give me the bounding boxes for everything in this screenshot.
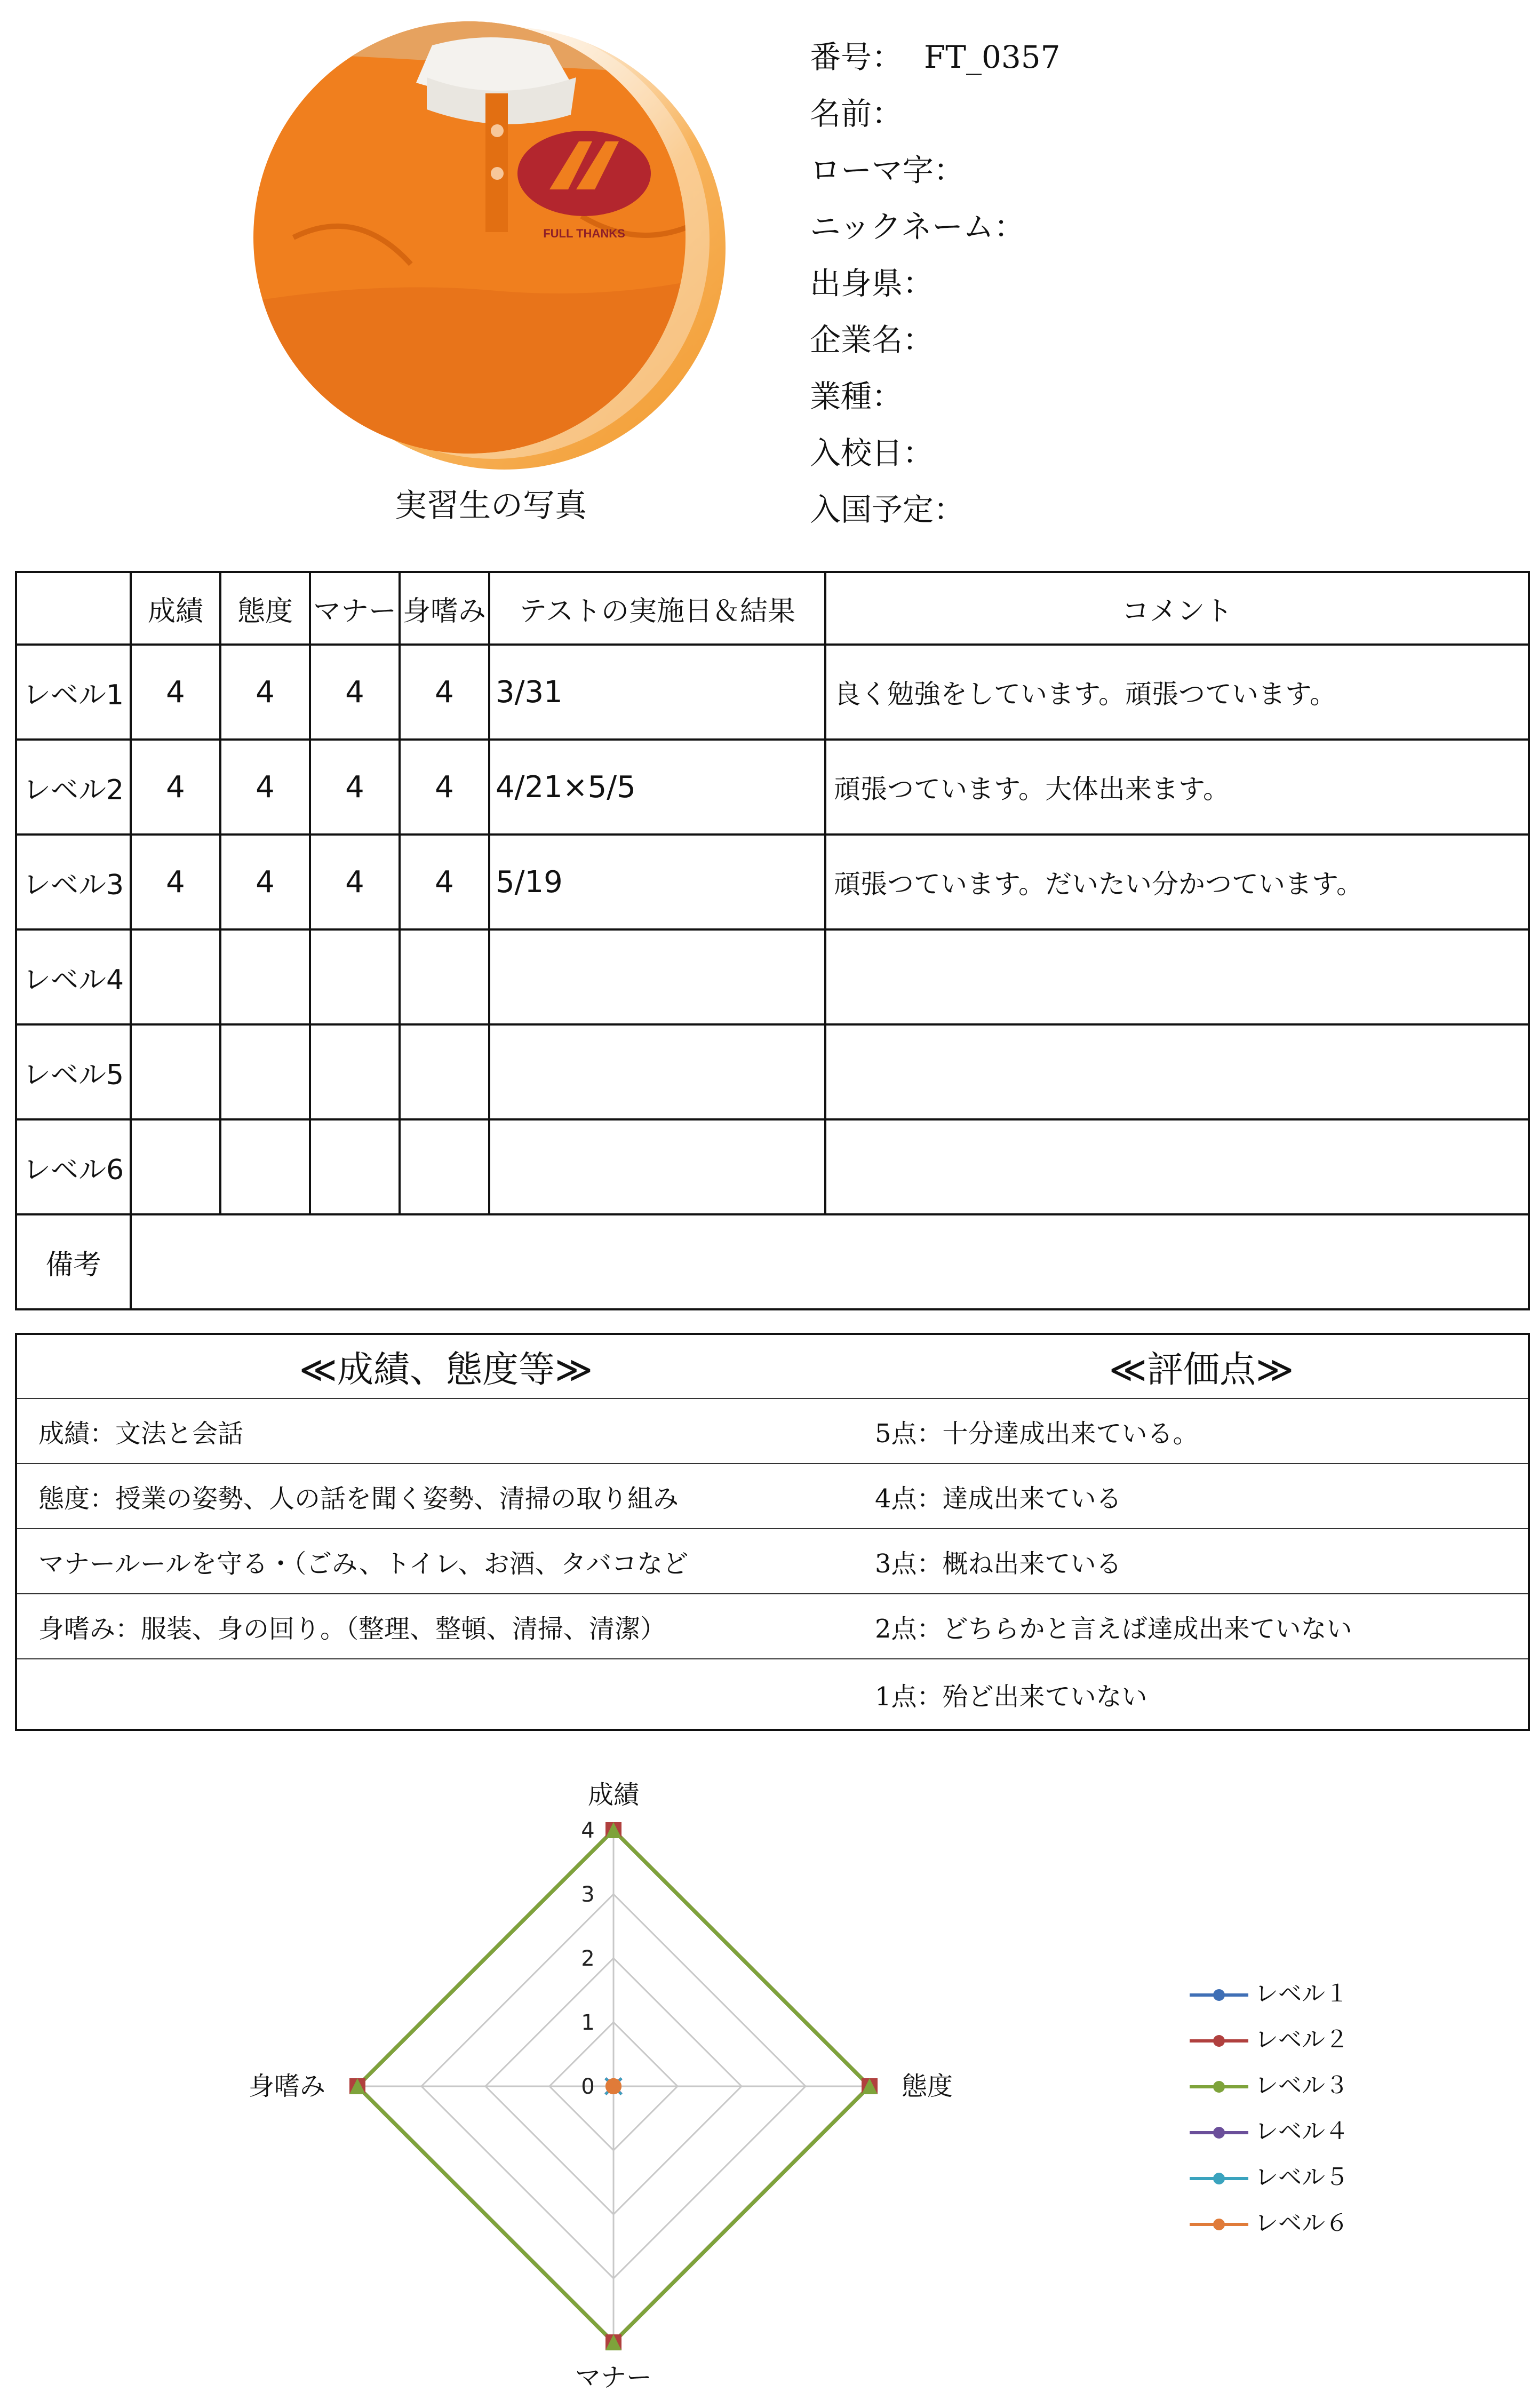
radar-chart <box>203 1771 1056 2401</box>
score-seiseki <box>131 929 220 1024</box>
legend-swatch <box>1190 2075 1248 2099</box>
header-taido: 態度 <box>220 572 310 645</box>
score-seiseki <box>131 1119 220 1214</box>
criteria-table <box>15 1333 1530 1731</box>
field-company <box>810 315 955 360</box>
remarks-row <box>16 1214 1529 1309</box>
photo-caption: 実習生の写真 <box>395 487 587 524</box>
axis-label: マナー <box>575 2363 652 2393</box>
score-midashinami: 4 <box>400 740 489 835</box>
score-taido: 4 <box>220 835 310 929</box>
score-taido <box>220 1119 310 1214</box>
logo-text: FULL THANKS <box>543 227 625 240</box>
table-row <box>16 929 1529 1024</box>
field-name <box>810 89 924 133</box>
field-label: 業種： <box>810 378 903 415</box>
level-label: レベル5 <box>16 1024 131 1119</box>
criteria-item: マナールールを守る・（ごみ、トイレ、お酒、タバコなど <box>16 1529 875 1594</box>
field-value: FT_0357 <box>924 39 1061 75</box>
test-result <box>489 929 825 1024</box>
field-nickname <box>810 202 1046 247</box>
legend-item <box>1190 2066 1349 2100</box>
comment: 良く勉強をしています。頑張つています。 <box>825 645 1529 740</box>
tick-label: 4 <box>581 1818 595 1843</box>
field-entry-schedule <box>810 484 986 529</box>
tick-label: 1 <box>581 2010 595 2035</box>
legend-item <box>1190 2112 1349 2146</box>
header-comment: コメント <box>825 572 1529 645</box>
axis-label: 成績 <box>587 1780 640 1810</box>
score-manner <box>310 929 400 1024</box>
axis-label: 態度 <box>902 2071 953 2101</box>
axis-label: 身嗜み <box>248 2071 325 2101</box>
criteria-left-title: ≪成績、態度等≫ <box>16 1334 875 1398</box>
level-label: レベル4 <box>16 929 131 1024</box>
legend-swatch <box>1190 2029 1248 2053</box>
level-label: レベル6 <box>16 1119 131 1214</box>
field-label: 企業名： <box>810 322 934 358</box>
score-seiseki: 4 <box>131 645 220 740</box>
legend-swatch <box>1190 2213 1248 2236</box>
field-industry <box>810 371 924 416</box>
series-marker <box>605 2078 621 2094</box>
criteria-row <box>16 1464 1529 1529</box>
level-label: レベル3 <box>16 835 131 929</box>
score-definition: 4点：達成出来ている <box>875 1464 1529 1529</box>
table-row <box>16 740 1529 835</box>
field-label: 出身県： <box>810 265 934 301</box>
score-midashinami: 4 <box>400 835 489 929</box>
score-definition: 5点：十分達成出来ている。 <box>875 1398 1529 1464</box>
criteria-item: 態度：授業の姿勢、人の話を聞く姿勢、清掃の取り組み <box>16 1464 875 1529</box>
legend-label: レベル１ <box>1255 1980 1349 2007</box>
criteria-item <box>16 1659 875 1730</box>
field-label: 入国予定： <box>810 491 965 528</box>
criteria-row <box>16 1659 1529 1730</box>
comment <box>825 929 1529 1024</box>
score-manner <box>310 1119 400 1214</box>
score-seiseki: 4 <box>131 835 220 929</box>
score-midashinami <box>400 1119 489 1214</box>
header-test: テストの実施日＆結果 <box>489 572 825 645</box>
tick-label: 2 <box>581 1946 595 1971</box>
score-taido: 4 <box>220 740 310 835</box>
score-manner: 4 <box>310 740 400 835</box>
table-row <box>16 1024 1529 1119</box>
field-label: 番号： <box>810 39 903 75</box>
test-result <box>489 1024 825 1119</box>
tick-label: 0 <box>581 2075 595 2099</box>
field-id <box>810 32 1061 77</box>
criteria-header-row <box>16 1334 1529 1398</box>
header-blank <box>16 572 131 645</box>
legend-item <box>1190 2020 1349 2054</box>
score-taido <box>220 929 310 1024</box>
criteria-row <box>16 1529 1529 1594</box>
remarks-label: 備考 <box>16 1214 131 1309</box>
comment <box>825 1024 1529 1119</box>
score-definition: 2点：どちらかと言えば達成出来ていない <box>875 1594 1529 1659</box>
table-row <box>16 645 1529 740</box>
legend-label: レベル６ <box>1255 2210 1349 2237</box>
legend-item <box>1190 2204 1349 2238</box>
table-row <box>16 1119 1529 1214</box>
level-label: レベル2 <box>16 740 131 835</box>
table-header-row <box>16 572 1529 645</box>
legend-label: レベル５ <box>1255 2164 1349 2191</box>
test-result <box>489 1119 825 1214</box>
field-label: 名前： <box>810 96 903 132</box>
field-enrollment-date <box>810 428 955 473</box>
legend-item <box>1190 1974 1349 2008</box>
criteria-row <box>16 1398 1529 1464</box>
comment: 頑張つています。大体出来ます。 <box>825 740 1529 835</box>
header-seiseki: 成績 <box>131 572 220 645</box>
field-label: ニックネーム： <box>810 209 1025 245</box>
level-label: レベル1 <box>16 645 131 740</box>
header-manner: マナー <box>310 572 400 645</box>
score-manner <box>310 1024 400 1119</box>
score-midashinami <box>400 1024 489 1119</box>
test-result: 4/21×5/5 <box>489 740 825 835</box>
field-label: ローマ字： <box>810 152 965 188</box>
score-manner: 4 <box>310 645 400 740</box>
test-result: 5/19 <box>489 835 825 929</box>
field-label: 入校日： <box>810 435 934 471</box>
legend-swatch <box>1190 1983 1248 2007</box>
legend-label: レベル４ <box>1255 2118 1349 2145</box>
score-taido: 4 <box>220 645 310 740</box>
table-row <box>16 835 1529 929</box>
field-prefecture <box>810 258 955 303</box>
legend-label: レベル３ <box>1255 2072 1349 2099</box>
comment: 頑張つています。だいたい分かつています。 <box>825 835 1529 929</box>
score-midashinami: 4 <box>400 645 489 740</box>
legend-swatch <box>1190 2121 1248 2144</box>
criteria-right-title: ≪評価点≫ <box>875 1334 1529 1398</box>
trainee-photo <box>251 13 742 472</box>
score-definition: 3点：概ね出来ている <box>875 1529 1529 1594</box>
score-definition: 1点：殆ど出来ていない <box>875 1681 1147 1712</box>
score-taido <box>220 1024 310 1119</box>
score-seiseki: 4 <box>131 740 220 835</box>
criteria-item: 身嗜み：服装、身の回り。（整理、整頓、清掃、清潔） <box>16 1594 875 1659</box>
header-midashinami: 身嗜み <box>400 572 489 645</box>
criteria-row <box>16 1594 1529 1659</box>
field-romaji <box>810 145 986 190</box>
legend-item <box>1190 2158 1349 2192</box>
level-evaluation-table <box>15 571 1530 1310</box>
remarks-value <box>131 1214 1529 1309</box>
test-result: 3/31 <box>489 645 825 740</box>
legend-swatch <box>1190 2167 1248 2190</box>
score-midashinami <box>400 929 489 1024</box>
score-seiseki <box>131 1024 220 1119</box>
comment <box>825 1119 1529 1214</box>
criteria-item: 成績：文法と会話 <box>16 1398 875 1464</box>
legend-label: レベル２ <box>1255 2026 1349 2053</box>
tick-label: 3 <box>581 1882 595 1907</box>
score-manner: 4 <box>310 835 400 929</box>
